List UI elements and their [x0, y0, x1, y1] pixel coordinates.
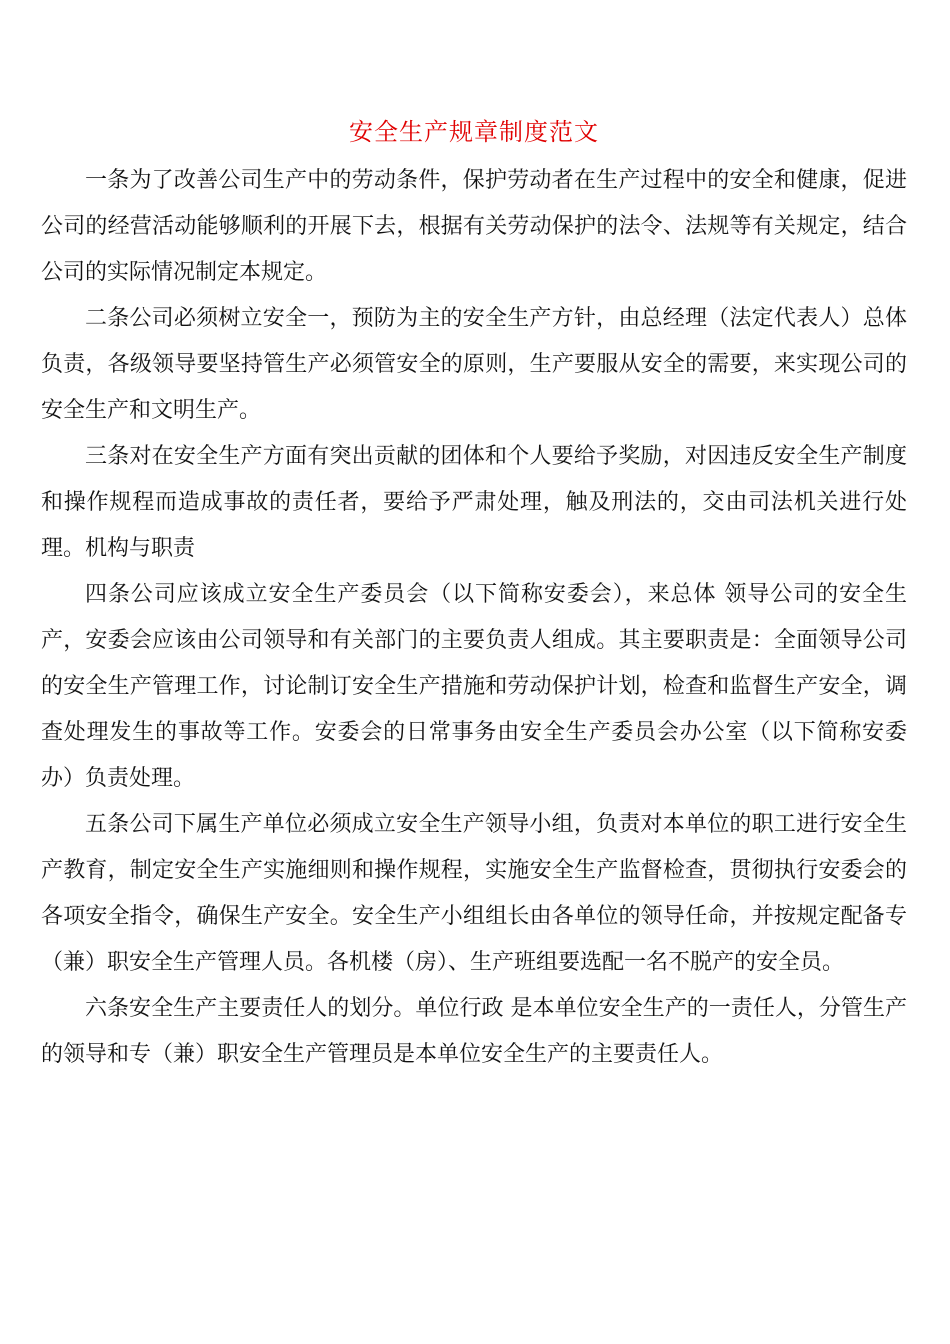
paragraph-6: 六条安全生产主要责任人的划分。单位行政 是本单位安全生产的一责任人，分管生产的领导和专（兼）职安全生产管理员是本单位安全生产的主要责任人。 [41, 996, 907, 1067]
paragraph-2: 二条公司必须树立安全一，预防为主的安全生产方针，由总经理（法定代表人）总体负责，各级领导要坚持管生产必须管安全的原则，生产要服从安全的需要，来实现公司的安全生产和文明生产。 [41, 306, 907, 423]
document-page [41, 112, 907, 1078]
paragraph-4: 四条公司应该成立安全生产委员会（以下简称安委会），来总体 领导公司的安全生产，安委会应该由公司领导和有关部门的主要负责人组成。其主要职责是：全面领导公司的安全生产管理工作，讨论制订安全生产措施和劳动保护计划，检查和监督生产安全，调查处理发生的事故等工作。安委会的日常事务由安全生产委员会办公室（以下简称安委办）负责处理。 [41, 582, 907, 791]
document-title: 安全生产规章制度范文 [349, 118, 599, 146]
paragraph-1: 一条为了改善公司生产中的劳动条件，保护劳动者在生产过程中的安全和健康，促进公司的经营活动能够顺利的开展下去，根据有关劳动保护的法令、法规等有关规定，结合公司的实际情况制定本规定。 [41, 168, 907, 285]
paragraph-5: 五条公司下属生产单位必须成立安全生产领导小组，负责对本单位的职工进行安全生产教育，制定安全生产实施细则和操作规程，实施安全生产监督检查，贯彻执行安委会的各项安全指令，确保生产安全。安全生产小组组长由各单位的领导任命，并按规定配备专（兼）职安全生产管理人员。各机楼（房）、生产班组要选配一名不脱产的安全员。 [41, 812, 907, 975]
paragraph-3: 三条对在安全生产方面有突出贡献的团体和个人要给予奖励，对因违反安全生产制度和操作规程而造成事故的责任者，要给予严肃处理，触及刑法的，交由司法机关进行处理。机构与职责 [41, 444, 907, 561]
